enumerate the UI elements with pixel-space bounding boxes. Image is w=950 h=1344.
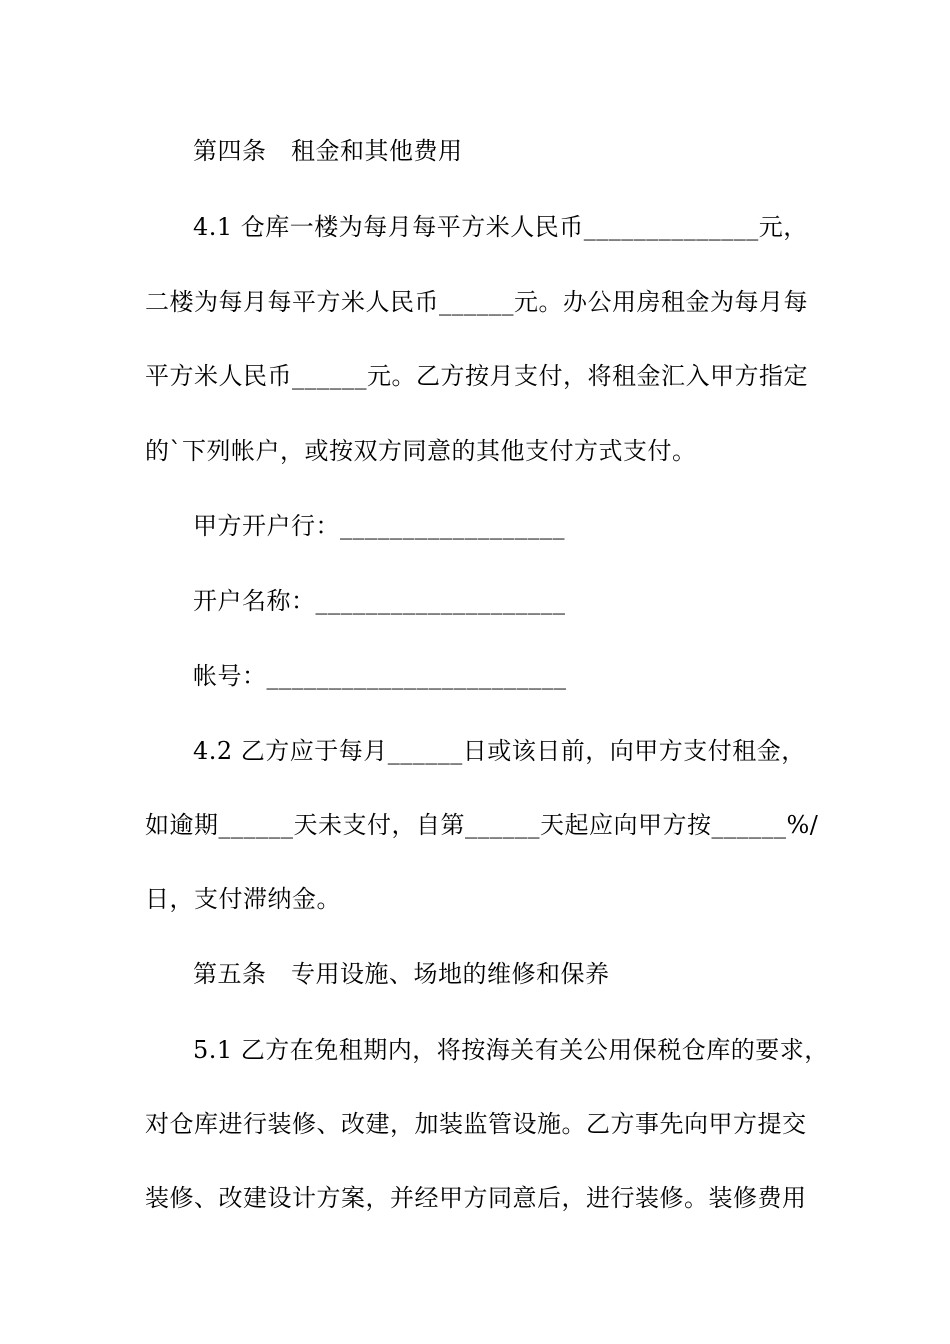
clause-4-1-line-1: 4.1 仓库一楼为每月每平方米人民币______________元， xyxy=(193,213,808,241)
clause-4-2-line-3: 日，支付滞纳金。 xyxy=(145,885,341,913)
article-5-heading: 第五条 专用设施、场地的维修和保养 xyxy=(193,960,610,988)
account-name-field: 开户名称：____________________ xyxy=(193,587,566,615)
clause-5-1-line-2: 对仓库进行装修、改建，加装监管设施。乙方事先向甲方提交 xyxy=(145,1110,807,1138)
bank-name-field: 甲方开户行：__________________ xyxy=(193,512,565,540)
clause-4-2-line-2: 如逾期______天未支付，自第______天起应向甲方按______%/ xyxy=(145,811,819,839)
clause-4-1-line-3: 平方米人民币______元。乙方按月支付，将租金汇入甲方指定 xyxy=(145,362,808,390)
clause-5-1-line-3: 装修、改建设计方案，并经甲方同意后，进行装修。装修费用 xyxy=(145,1184,807,1212)
account-number-field: 帐号：________________________ xyxy=(193,662,567,690)
clause-4-2-line-1: 4.2 乙方应于每月______日或该日前，向甲方支付租金， xyxy=(193,737,806,765)
clause-4-1-line-2: 二楼为每月每平方米人民币______元。办公用房租金为每月每 xyxy=(145,288,808,316)
article-4-heading: 第四条 租金和其他费用 xyxy=(193,137,463,165)
clause-5-1-line-1: 5.1 乙方在免租期内，将按海关有关公用保税仓库的要求， xyxy=(193,1036,829,1064)
clause-4-1-line-4: 的`下列帐户，或按双方同意的其他支付方式支付。 xyxy=(145,437,697,465)
